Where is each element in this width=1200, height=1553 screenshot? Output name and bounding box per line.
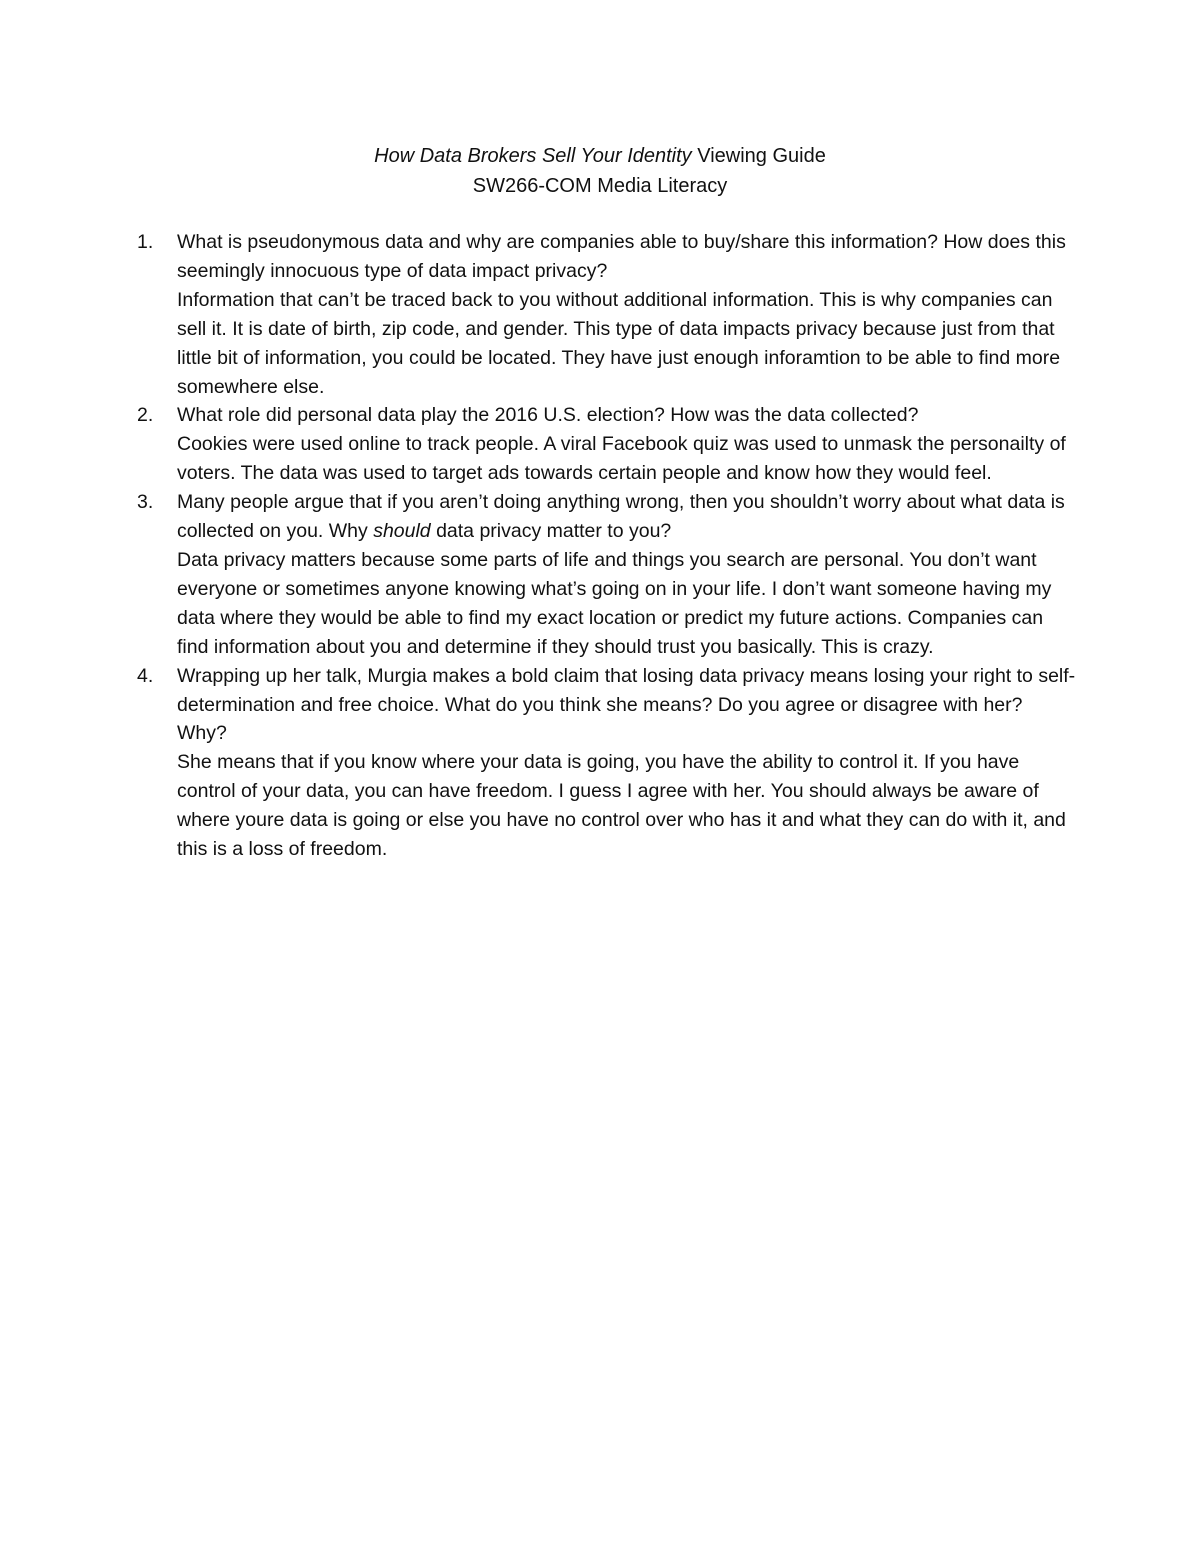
question-number: 1.: [137, 231, 154, 253]
question-number: 4.: [137, 664, 154, 687]
document-subtitle: SW266-COM Media Literacy: [472, 175, 728, 197]
question-text: What is pseudonymous data and why are companies able to buy/share this information? How does this seemingly innocuous type of data impact privacy?: [177, 231, 1066, 282]
answer-text: She means that if you know where your data is going, you have the ability to control it. If you have control of your data, you can have freedom. I guess I agree with her. You should always be aware of where youre data is going or else you have no control over who has it and what they can do with it, and this is a loss of freedom.: [177, 751, 1066, 861]
answer-text: Cookies were used online to track people. A viral Facebook quiz was used to unmask the personailty of voters. The data was used to target ads towards certain people and know how they would feel.: [177, 433, 1066, 485]
question-number: 2.: [137, 404, 154, 427]
question-text: Wrapping up her talk, Murgia makes a bold claim that losing data privacy means losing your right to self-determination and free choice. What do you think she means? Do you agree or disagree with her? Why?: [177, 664, 1076, 745]
question-list: [137, 228, 1077, 864]
question-text-before: Many people argue that if you aren’t doing anything wrong, then you shouldn’t worry about what data is collected on you. Why: [177, 491, 1065, 543]
title-italic: How Data Brokers Sell Your Identity: [374, 145, 692, 167]
answer-text: Information that can’t be traced back to you without additional information. This is why companies can sell it. It is date of birth, zip code, and gender. This type of data impacts privacy because just from that little bit of information, you could be located. They have just enough inforamtion to be able to find more somewhere else.: [177, 288, 1061, 398]
question-text-after: data privacy matter to you?: [430, 520, 672, 543]
question-text: [177, 488, 1077, 546]
question-item-2: [137, 401, 1077, 488]
question-item-1: [137, 228, 1077, 401]
question-emphasis: should: [373, 520, 431, 543]
document-title: [0, 141, 1200, 171]
answer-text: Data privacy matters because some parts of life and things you search are personal. You don’t want everyone or sometimes anyone knowing what’s going on in your life. I don’t want someone having my data where they would be able to find my exact location or predict my future actions. Companies can find information about you and determine if they should trust you basically. This is crazy.: [177, 548, 1052, 658]
title-rest: Viewing Guide: [691, 145, 826, 167]
question-text: What role did personal data play the 2016 U.S. election? How was the data collected?: [177, 404, 919, 427]
question-number: 3.: [137, 491, 154, 514]
question-item-3: [137, 488, 1077, 661]
question-item-4: [137, 662, 1077, 864]
title-block: [0, 141, 1200, 201]
